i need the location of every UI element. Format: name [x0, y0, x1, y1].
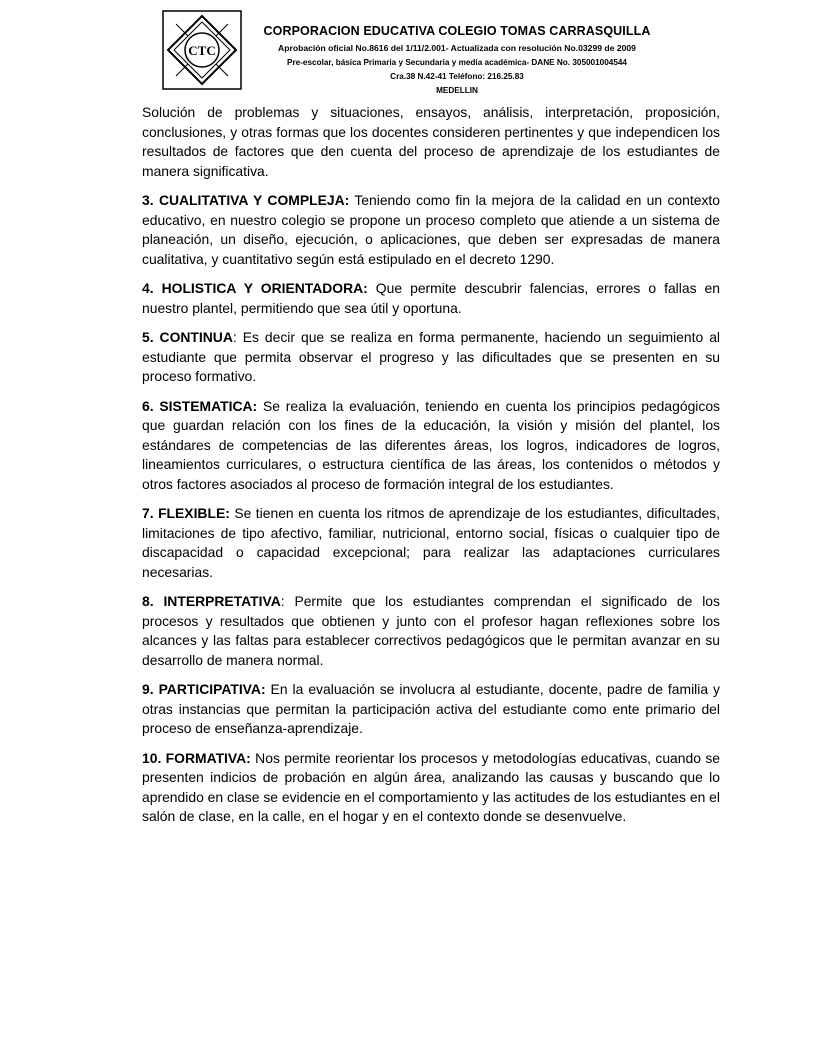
school-logo	[162, 10, 242, 90]
item-paragraph	[142, 749, 720, 827]
item-text: Se realiza la evaluación, teniendo en cuenta los principios pedagógicos que guardan relación con los fines de la educación, la visión y misión del plantel, los estándares de competencias de las diferentes áreas, los logros, indicadores de logros, lineamientos curriculares, o estructura científica de las áreas, los contenidos o métodos y otros factores asociados al proceso de formación integral de los estudiantes.	[142, 397, 720, 492]
item-paragraph	[142, 191, 720, 269]
item-heading: 6. SISTEMATICA:	[142, 397, 258, 414]
item-heading: 3. CUALITATIVA Y COMPLEJA:	[142, 192, 350, 208]
item-paragraph	[142, 279, 720, 318]
item-heading: 7. FLEXIBLE:	[142, 505, 230, 521]
item-paragraph	[142, 328, 720, 387]
item-paragraph	[142, 680, 720, 739]
approval-line: Aprobación oficial No.8616 del 1/11/2.001- Actualizada con resolución No.03299 de 2009	[278, 43, 636, 53]
item-text: En la evaluación se involucra al estudiante, docente, padre de familia y otras instancias que permitan la participación activa del estudiante como ente primario del proceso de enseñanza-aprendizaje.	[142, 681, 720, 736]
levels-line: Pre-escolar, básica Primaria y Secundaria y media académica- DANE No. 305001004544	[287, 58, 627, 67]
address-line: Cra.38 N.42-41 Teléfono: 216.25.83	[390, 72, 524, 81]
item-heading: 5. CONTINUA	[142, 329, 233, 345]
item-heading: 9. PARTICIPATIVA:	[142, 681, 266, 697]
item-text: Teniendo como fin la mejora de la calidad en un contexto educativo, en nuestro colegio se propone un proceso completo que atiende a un sistema de planeación, un diseño, ejecución, o aplicaciones, que deben ser expresadas de manera cualitativa, y cuantitativo según está estipulado en el decreto 1290.	[142, 192, 720, 267]
item-text: Se tienen en cuenta los ritmos de aprendizaje de los estudiantes, dificultades, limitaciones de tipo afectivo, familiar, nutricional, entorno social, físicas o cualquier tipo de discapacidad o capacidad excepcional; para realizar las adaptaciones curriculares necesarias.	[142, 505, 720, 580]
document-body	[142, 103, 720, 837]
institution-title: CORPORACION EDUCATIVA COLEGIO TOMAS CARRASQUILLA	[263, 24, 651, 38]
item-heading: 4. HOLISTICA Y ORIENTADORA:	[142, 280, 368, 296]
item-text: : Es decir que se realiza en forma permanente, haciendo un seguimiento al estudiante que permita observar el progreso y las dificultades que se presenten en su proceso formativo.	[142, 329, 721, 384]
item-paragraph	[142, 592, 720, 670]
intro-paragraph: Solución de problemas y situaciones, ensayos, análisis, interpretación, proposición, conclusiones, y otras formas que los docentes consideren pertinentes y que independicen los resultados de factores que den cuenta del proceso de aprendizaje de los estudiantes de manera significativa.	[142, 104, 720, 179]
item-paragraph	[142, 504, 720, 582]
document-header	[162, 10, 722, 102]
item-text: Que permite descubrir falencias, errores o fallas en nuestro plantel, permitiendo que sea útil y oportuna.	[142, 280, 720, 316]
item-paragraph	[142, 397, 720, 495]
item-text: : Permite que los estudiantes comprendan el significado de los procesos y resultados que obtienen y junto con el profesor hagan reflexiones sobre los alcances y las faltas para establecer correctivos pedagógicos que le permitan avanzar en su desarrollo de manera normal.	[142, 593, 720, 668]
city-line: MEDELLIN	[436, 86, 478, 95]
item-heading: 8. INTERPRETATIVA	[142, 593, 281, 609]
item-text: Nos permite reorientar los procesos y metodologías educativas, cuando se presenten indicios de probación en algún área, analizando las causas y buscando que lo aprendido en clase se evidencie en el comportamiento y las actitudes de los estudiantes en el salón de clase, en la calle, en el hogar y en el contexto donde se desenvuelve.	[142, 749, 720, 824]
header-text-block	[242, 24, 672, 95]
logo-letters: CTC	[188, 43, 216, 58]
item-heading: 10. FORMATIVA:	[142, 749, 251, 766]
